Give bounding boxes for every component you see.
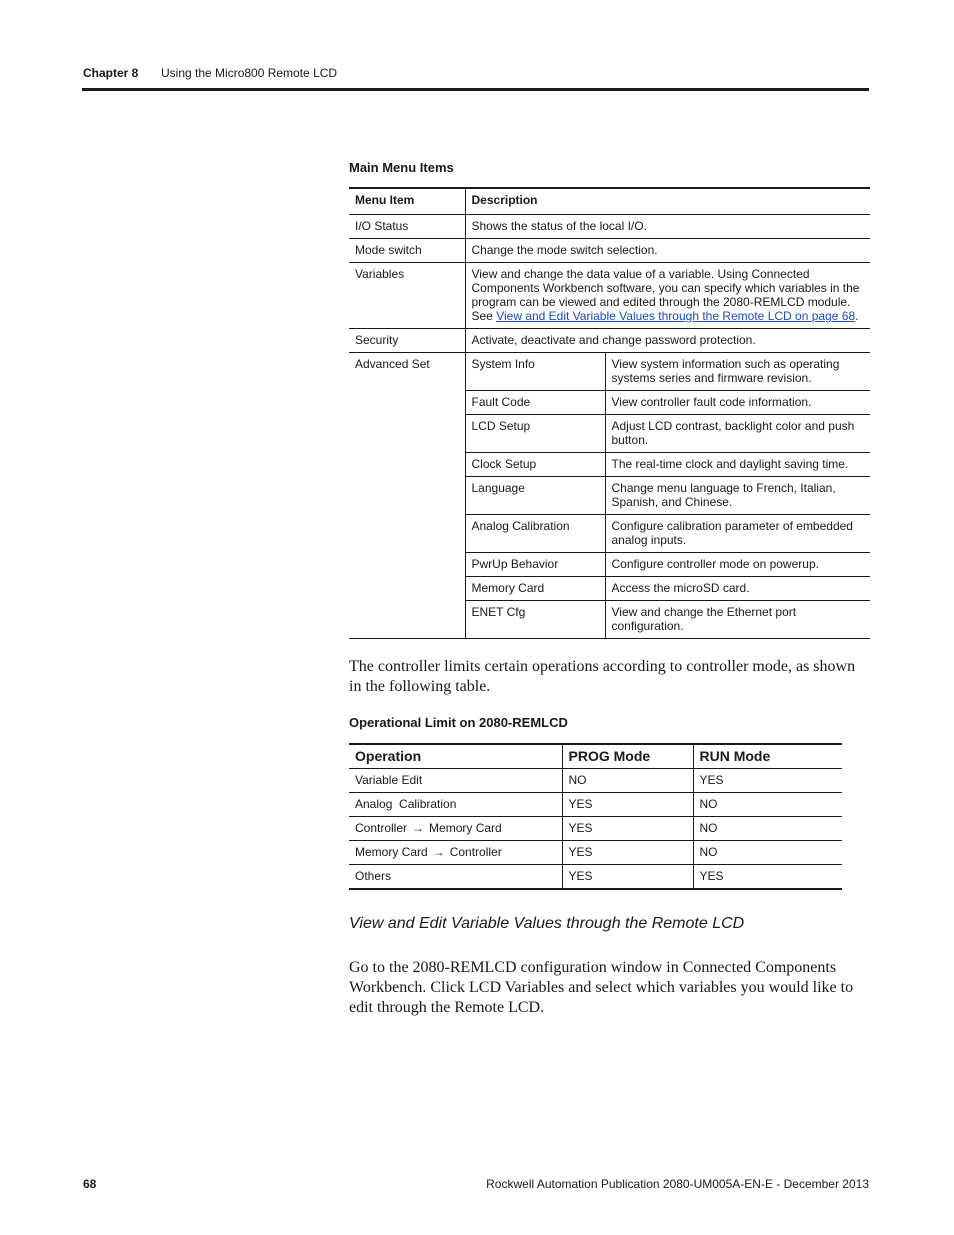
see-prefix: See <box>471 309 497 323</box>
column-header: Operation <box>349 744 562 769</box>
chapter-label: Chapter 8 <box>83 66 139 80</box>
operation-cell: Variable Edit <box>349 769 562 793</box>
body-paragraph: The controller limits certain operations according to controller mode, as shown in the following table. <box>349 658 856 695</box>
operation-cell: Analog Calibration <box>349 793 562 817</box>
operation-source: Memory Card <box>355 845 428 859</box>
publication-info: Rockwell Automation Publication 2080-UM005A-EN-E - December 2013 <box>486 1177 869 1191</box>
table-row <box>349 329 870 353</box>
column-header: PROG Mode <box>562 744 693 769</box>
submenu-description: The real-time clock and daylight saving time. <box>605 453 870 477</box>
header-rule <box>82 88 869 91</box>
submenu-description: Configure calibration parameter of embedded analog inputs. <box>605 515 870 553</box>
menu-table-caption: Main Menu Items <box>349 160 454 175</box>
table-row <box>349 215 870 239</box>
run-mode-cell: NO <box>693 817 842 841</box>
table-row <box>349 817 842 841</box>
operation-source: Controller <box>355 821 408 835</box>
menu-item: Security <box>349 329 465 353</box>
menu-description: Shows the status of the local I/O. <box>465 215 870 239</box>
menu-description: Change the mode switch selection. <box>465 239 870 263</box>
submenu-description: Adjust LCD contrast, backlight color and push button. <box>605 415 870 453</box>
see-suffix: . <box>855 309 859 323</box>
running-header <box>83 66 338 80</box>
submenu-item: PwrUp Behavior <box>465 553 605 577</box>
submenu-item: ENET Cfg <box>465 601 605 639</box>
table-row <box>349 769 842 793</box>
table-header-row <box>349 744 842 769</box>
prog-mode-cell: YES <box>562 817 693 841</box>
column-header: Description <box>465 188 870 215</box>
run-mode-cell: NO <box>693 841 842 865</box>
chapter-title: Using the Micro800 Remote LCD <box>161 66 338 80</box>
operation-cell: Others <box>349 865 562 890</box>
submenu-description: Change menu language to French, Italian, Spanish, and Chinese. <box>605 477 870 515</box>
page-number: 68 <box>83 1177 97 1191</box>
run-mode-cell: YES <box>693 865 842 890</box>
prog-mode-cell: NO <box>562 769 693 793</box>
submenu-item: Fault Code <box>465 391 605 415</box>
arrow-right-icon: → <box>412 821 425 835</box>
menu-item: Variables <box>349 263 465 329</box>
menu-item: Mode switch <box>349 239 465 263</box>
menu-item: Advanced Set <box>349 353 465 639</box>
submenu-description: View controller fault code information. <box>605 391 870 415</box>
operation-target: Controller <box>449 845 502 859</box>
menu-description <box>465 263 870 329</box>
submenu-description: Access the microSD card. <box>605 577 870 601</box>
prog-mode-cell: YES <box>562 865 693 890</box>
submenu-item: Analog Calibration <box>465 515 605 553</box>
prog-mode-cell: YES <box>562 793 693 817</box>
prog-mode-cell: YES <box>562 841 693 865</box>
run-mode-cell: NO <box>693 793 842 817</box>
column-header: RUN Mode <box>693 744 842 769</box>
body-paragraph: Go to the 2080-REMLCD configuration window in Connected Components Workbench. Click LCD Variables and select which variables you would like to edit through the Remote LCD. <box>349 959 854 1016</box>
table-row <box>349 353 870 391</box>
operation-cell <box>349 817 562 841</box>
submenu-description: View and change the Ethernet port configuration. <box>605 601 870 639</box>
variables-description-text: View and change the data value of a variable. Using Connected Components Workbench software, you can specify which variables in the program can be viewed and edited through the 2080-REMLCD module. <box>471 267 860 309</box>
submenu-description: View system information such as operating systems series and firmware revision. <box>605 353 870 391</box>
menu-description: Activate, deactivate and change password protection. <box>465 329 870 353</box>
run-mode-cell: YES <box>693 769 842 793</box>
submenu-item: Memory Card <box>465 577 605 601</box>
table-row <box>349 793 842 817</box>
column-header: Menu Item <box>349 188 465 215</box>
table-header-row <box>349 188 870 215</box>
submenu-item: LCD Setup <box>465 415 605 453</box>
cross-reference-link[interactable]: View and Edit Variable Values through the Remote LCD on page 68 <box>496 309 856 323</box>
submenu-description: Configure controller mode on powerup. <box>605 553 870 577</box>
operational-limit-table <box>349 743 842 890</box>
op-table-caption: Operational Limit on 2080-REMLCD <box>349 715 568 730</box>
menu-item: I/O Status <box>349 215 465 239</box>
submenu-item: Clock Setup <box>465 453 605 477</box>
table-row <box>349 263 870 329</box>
section-heading: View and Edit Variable Values through the Remote LCD <box>349 915 745 932</box>
table-row <box>349 865 842 890</box>
main-menu-table <box>349 187 870 639</box>
submenu-item: System Info <box>465 353 605 391</box>
submenu-item: Language <box>465 477 605 515</box>
arrow-right-icon: → <box>432 845 445 859</box>
operation-target: Memory Card <box>429 821 502 835</box>
table-row <box>349 239 870 263</box>
operation-cell <box>349 841 562 865</box>
table-row <box>349 841 842 865</box>
